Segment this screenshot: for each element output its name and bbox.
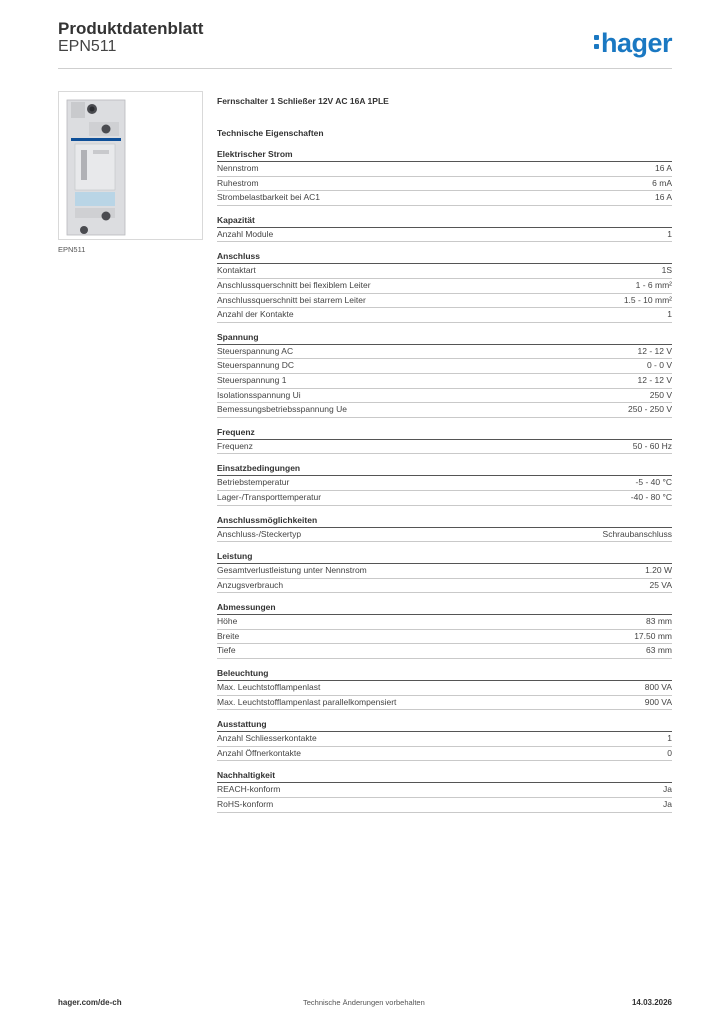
spec-section (217, 463, 672, 505)
document-title: Produktdatenblatt (58, 19, 204, 38)
spec-value: Ja (663, 784, 672, 795)
spec-sections (217, 149, 672, 813)
spec-section (217, 719, 672, 761)
spec-value: 6 mA (652, 177, 672, 188)
spec-row (217, 528, 672, 543)
spec-section (217, 770, 672, 812)
section-title: Frequenz (217, 427, 672, 440)
spec-row (217, 359, 672, 374)
spec-label: Anzahl Module (217, 228, 274, 239)
spec-value: 250 - 250 V (628, 404, 672, 415)
section-title: Anschluss (217, 251, 672, 264)
spec-row (217, 630, 672, 645)
spec-value: 1S (661, 265, 672, 276)
spec-section (217, 551, 672, 593)
spec-row (217, 644, 672, 659)
spec-label: Steuerspannung AC (217, 345, 294, 356)
spec-row (217, 491, 672, 506)
spec-value: 12 - 12 V (637, 374, 672, 385)
spec-row (217, 403, 672, 418)
spec-value: 1.5 - 10 mm² (623, 294, 672, 305)
section-title: Elektrischer Strom (217, 149, 672, 162)
product-image-caption: EPN511 (58, 245, 86, 254)
spec-label: Anzahl Öffnerkontakte (217, 747, 301, 758)
spec-label: Max. Leuchtstofflampenlast (217, 682, 321, 693)
spec-label: Max. Leuchtstofflampenlast parallelkompensiert (217, 696, 397, 707)
spec-section (217, 215, 672, 243)
spec-row (217, 228, 672, 243)
spec-label: Höhe (217, 616, 238, 627)
spec-label: Ruhestrom (217, 177, 259, 188)
spec-value: 800 VA (644, 682, 672, 693)
document-subtitle: EPN511 (58, 38, 117, 55)
section-title: Anschlussmöglichkeiten (217, 515, 672, 528)
section-title: Abmessungen (217, 602, 672, 615)
product-image (58, 91, 203, 240)
spec-label: Anzahl der Kontakte (217, 309, 294, 320)
spec-row (217, 747, 672, 762)
spec-value: 16 A (654, 163, 672, 173)
spec-label: Strombelastbarkeit bei AC1 (217, 192, 320, 203)
footer-note: Technische Änderungen vorbehalten (303, 998, 425, 1007)
spec-row (217, 615, 672, 630)
spec-label: Anschlussquerschnitt bei starrem Leiter (217, 294, 366, 305)
spec-label: RoHS-konform (217, 799, 274, 810)
spec-value: 17.50 mm (634, 630, 672, 641)
section-title: Leistung (217, 551, 672, 564)
spec-section (217, 251, 672, 322)
spec-row (217, 579, 672, 594)
section-title: Spannung (217, 332, 672, 345)
spec-label: Frequenz (217, 440, 253, 451)
spec-value: 1 - 6 mm² (635, 279, 672, 290)
tech-heading: Technische Eigenschaften (217, 128, 324, 138)
spec-label: Tiefe (217, 645, 236, 656)
spec-row (217, 264, 672, 279)
spec-value: 900 VA (644, 696, 672, 707)
spec-value: 0 - 0 V (646, 360, 672, 371)
modular-relay-device-image (59, 92, 202, 239)
spec-value: 50 - 60 Hz (632, 440, 672, 451)
spec-row (217, 177, 672, 192)
spec-row (217, 681, 672, 696)
spec-label: Nennstrom (217, 163, 259, 173)
spec-section (217, 427, 672, 455)
spec-row (217, 374, 672, 389)
section-title: Nachhaltigkeit (217, 770, 672, 783)
logo-dots-icon (594, 35, 600, 53)
spec-row (217, 476, 672, 491)
spec-value: 250 V (649, 389, 672, 400)
spec-row (217, 696, 672, 711)
spec-row (217, 294, 672, 309)
product-name: Fernschalter 1 Schließer 12V AC 16A 1PLE (217, 96, 389, 106)
spec-row (217, 783, 672, 798)
spec-value: 83 mm (646, 616, 672, 627)
spec-value: Schraubanschluss (602, 528, 672, 539)
spec-label: Anzugsverbrauch (217, 579, 284, 590)
spec-value: 1 (667, 228, 672, 239)
section-title: Kapazität (217, 215, 672, 228)
spec-section (217, 602, 672, 659)
spec-value: 1.20 W (645, 565, 672, 576)
spec-label: Anschlussquerschnitt bei flexiblem Leiter (217, 279, 371, 290)
spec-value: 12 - 12 V (637, 345, 672, 356)
spec-row (217, 191, 672, 206)
footer-website[interactable]: hager.com/de-ch (58, 998, 122, 1007)
spec-section (217, 668, 672, 710)
spec-value: -5 - 40 °C (635, 477, 672, 488)
section-title: Ausstattung (217, 719, 672, 732)
spec-label: Betriebstemperatur (217, 477, 290, 488)
spec-section (217, 332, 672, 418)
spec-row (217, 732, 672, 747)
spec-row (217, 279, 672, 294)
section-title: Einsatzbedingungen (217, 463, 672, 476)
spec-label: Bemessungsbetriebsspannung Ue (217, 404, 347, 415)
spec-content (217, 96, 672, 813)
section-title: Beleuchtung (217, 668, 672, 681)
spec-row (217, 162, 672, 177)
spec-value: -40 - 80 °C (630, 491, 672, 502)
spec-value: 0 (667, 747, 672, 758)
spec-label: Isolationsspannung Ui (217, 389, 301, 400)
spec-value: 1 (667, 309, 672, 320)
header-divider (58, 68, 672, 69)
spec-value: 16 A (654, 192, 672, 203)
spec-section (217, 515, 672, 543)
spec-label: REACH-konform (217, 784, 281, 795)
spec-label: Lager-/Transporttemperatur (217, 491, 322, 502)
spec-label: Breite (217, 630, 240, 641)
brand-logo (594, 28, 672, 59)
spec-value: 63 mm (646, 645, 672, 656)
spec-value: 1 (667, 733, 672, 744)
spec-section (217, 149, 672, 206)
spec-row (217, 308, 672, 323)
spec-row (217, 389, 672, 404)
logo-text: hager (600, 28, 672, 58)
spec-row (217, 345, 672, 360)
spec-label: Anschluss-/Steckertyp (217, 528, 302, 539)
spec-row (217, 564, 672, 579)
spec-row (217, 440, 672, 455)
spec-value: Ja (663, 799, 672, 810)
spec-row (217, 798, 672, 813)
spec-label: Steuerspannung DC (217, 360, 295, 371)
spec-value: 25 VA (649, 579, 672, 590)
spec-label: Anzahl Schliesserkontakte (217, 733, 317, 744)
spec-label: Gesamtverlustleistung unter Nennstrom (217, 565, 367, 576)
spec-label: Steuerspannung 1 (217, 374, 287, 385)
spec-label: Kontaktart (217, 265, 256, 276)
footer-date: 14.03.2026 (631, 998, 672, 1007)
